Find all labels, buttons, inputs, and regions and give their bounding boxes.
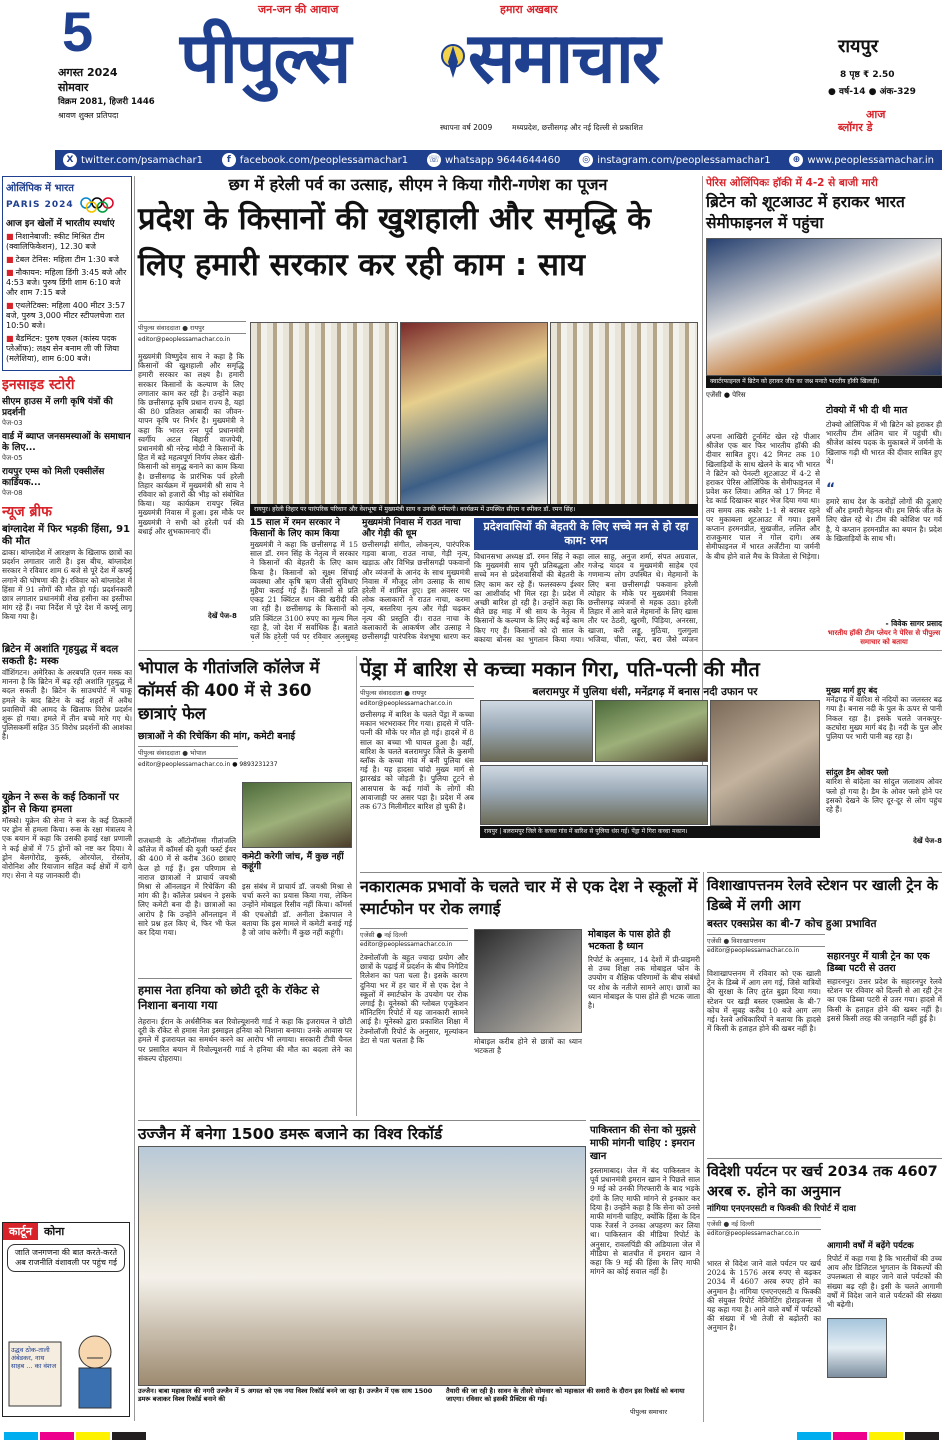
- facebook-icon: f: [222, 153, 236, 167]
- quote-icon: “: [826, 481, 836, 497]
- cartoon-bubble: जाति जनगणना की बात करते-करते अब राजनीति वंशावली पर पहुंच गई: [7, 1244, 125, 1272]
- inside-story-1[interactable]: [2, 397, 132, 428]
- smartphone-byline: एजेंसी ● नई दिल्ली: [360, 928, 468, 941]
- cmyk-swatch: [40, 1432, 74, 1440]
- globe-icon: ⊕: [789, 153, 803, 167]
- tourism-story: [707, 1158, 942, 1418]
- lead-sub1-title: 15 साल में रमन सरकार ने किसानों के लिए काम किया: [250, 518, 340, 539]
- lead-byline: [138, 321, 246, 334]
- pakistan-headline: पाकिस्तान की सेना को मुझसे माफी मांगनी चाहिए : इमरान खान: [590, 1125, 696, 1162]
- brief-text: मॉस्को। यूक्रेन की सेना ने रूस के कई ठिकानों पर ड्रोन से हमला किया। रूस के रक्षा मंत्रालय ने एक बयान में कहा कि उसकी हवाई रक्षा प्रणाली ने कई क्षेत्रों में 75 ड्रोनों को नष्ट कर दिया। ये ड्रोन बेलगोरोड, कुर्स्क, ओरयोल, रोस्तोव, वोरोनिश और रियाजान सहित कई क्षेत्रों में दागे गए। सेना ने यह जानकारी दी।: [2, 816, 132, 881]
- volume-issue: ● वर्ष-14 ● अंक-329: [828, 87, 916, 97]
- bhopal-phone: editor@peoplessamachar.co.in ● 9893231237: [138, 761, 278, 768]
- instagram-link[interactable]: ◎ instagram.com/peoplessamachar1: [579, 153, 770, 167]
- lead-photo-3: [550, 322, 698, 512]
- olympics-event-5: ■ बैडमिंटन: पुरुष एकल (कांस्य पदक प्लेऑफ): लक्ष्य सेन बनाम ली जी जिया (मलेशिया), शाम 6:00 बजे।: [6, 334, 128, 364]
- tourism-byline: एजेंसी ● नई दिल्ली: [707, 1217, 821, 1230]
- visakh-subhead: बस्तर एक्सप्रेस का बी-7 कोच हुआ प्रभावित: [707, 918, 877, 930]
- smartphone-side-title: मोबाइल के पास होते ही भटकता है ध्यान: [588, 929, 671, 952]
- sports-quote-by: - विवेक सागर प्रसाद: [885, 619, 942, 628]
- pendra-photo-4: [710, 700, 820, 826]
- tourism-subhead: नांगिया एनएनएसटी व फिक्की की रिपोर्ट में दावा: [707, 1204, 856, 1214]
- smartphone-side-body: रिपोर्ट के अनुसार, 14 देशों में प्री-प्राइमरी से उच्च शिक्षा तक मोबाइल फोन के उपयोग व शैक्षिक परिणामों के बीच संबंधों पर शोध के नतीजे सामने आए। छात्रों का ध्यान मोबाइल के पास होते ही भटक जाता है।: [588, 955, 700, 1011]
- smartphone-headline: नकारात्मक प्रभावों के चलते चार में से एक देश ने स्कूलों में स्मार्टफोन पर रोक लगाई: [360, 877, 698, 918]
- pendra-body-bottom: [480, 838, 820, 868]
- pages-price: 8 पृष्ठ ₹ 2.50: [840, 70, 895, 80]
- twitter-link[interactable]: X twitter.com/psamachar1: [63, 153, 203, 167]
- sports-body-right: टोक्यो ओलिंपिक में भी ब्रिटेन को हराकर ही भारतीय टीम अंतिम चार में पहुंची थी। श्रीजेश कांस्य पदक के मुकाबले में जर्मनी के खिलाफ गढ़ी थी भारत की दीवार साबित हुए थे।: [826, 420, 942, 466]
- lead-story: [138, 176, 698, 646]
- brief-item-3: [2, 792, 132, 936]
- olympics-box: [2, 176, 132, 371]
- cartoon-header: कार्टून: [3, 1223, 38, 1240]
- inside-story-page: पेज-08: [2, 489, 23, 497]
- sports-headline: ब्रिटेन को शूटआउट में हराकर भारत सेमीफाइनल में पहुंचा: [706, 193, 905, 232]
- inside-story-page: पेज-03: [2, 419, 23, 427]
- pakistan-story: [446, 1120, 700, 1418]
- pendra-side-body: मनेंद्रगढ़ में बारिश से नदियों का जलस्तर बढ़ गया है। बनास नदी के पुल के ऊपर से पानी निकल रहा है। इसके चलते जनकपुर-कटघोरा मुख्य मार्ग बंद है। नदी के पुल और पुलिया पर भारी पानी बह रहा है।: [826, 695, 942, 741]
- tourism-headline: विदेशी पर्यटन पर खर्च 2034 तक 4607 अरब रु. होने का अनुमान: [707, 1164, 938, 1200]
- lead-body: मुख्यमंत्री विष्णुदेव साय ने कहा है कि किसानों की खुशहाली और समृद्धि हमारी सरकार का लक्ष्य है। हमारी सरकार किसानों के कल्याण के लिए लगातार काम कर रही है। उन्होंने कहा कि छत्तीसगढ़ कृषि प्रधान राज्य है, यहां की 80 प्रतिशत आबादी का जीवन-यापन कृषि पर निर्भर है। मुख्यमंत्री ने कहा कि भारत रत्न पूर्व प्रधानमंत्री स्वर्गीय अटल बिहारी वाजपेयी, प्रधानमंत्री श्री नरेन्द्र मोदी ने किसानों के हित में बड़े महत्वपूर्ण निर्णय लेकर खेती-किसानी को समृद्ध बनाने का काम किया है। छत्तीसगढ़ के प्रारंभिक पर्व हरेली तिहार कार्यक्रम में मुख्यमंत्री श्री साय ने रविवार को हजारों की भीड़ को संबोधित किया। यह कार्यक्रम रायपुर स्थित मुख्यमंत्री निवास में हुआ। इस मौके पर मुख्यमंत्री ने सभी को हरेली पर्व की बधाई और शुभकामनाएं दीं।: [138, 352, 244, 536]
- lead-sub2-title: मुख्यमंत्री निवास में राउत नाचा और गेड़ी की धूम: [362, 518, 461, 539]
- lead-photo-caption: रायपुर। हरेली तिहार पर पारंपरिक परिधान और वेशभूषा में मुख्यमंत्री साय व उनकी धर्मपत्नी। कार्यक्रम में उपस्थित सीएम व स्पीकर डॉ. रमन सिंह।: [250, 504, 698, 516]
- olympics-event-3: ■ नौकायन: महिला डिंगी 3:45 बजे और 4:53 बजे। पुरुष डिंगी शाम 6:10 बजे और शाम 7:15 बजे: [6, 268, 128, 298]
- visakh-side-body: सहारनपुर। उत्तर प्रदेश के सहारनपुर रेलवे स्टेशन पर रविवार को दिल्ली से आ रही ट्रेन का एक डिब्बा पटरी से उतर गया। हादसे में किसी के हताहत होने की खबर नहीं है। इससे किसी तरह की जनहानि नहीं हुई है।: [827, 977, 942, 1023]
- news-brief-header: न्यूज ब्रीफ: [2, 504, 52, 520]
- bhopal-body: राजधानी के ऑटोनॉमस गीतांजलि कॉलेज में कॉमर्स की यूजी फर्स्ट ईयर की 400 में से करीब 360 छात्राएं फेल हो गई हैं। इस परिणाम से नाराज छात्राओं ने प्राचार्य जयश्री मिश्रा से ऑनलाइन में रिचेकिंग की मांग की है। कॉलेज प्रबंधन ने इसके लिए कमेटी बना दी है। छात्राओं का आरोप है कि उन्होंने ऑनलाइन में सारे प्रश्न हल किए थे, फिर भी फेल कर दिया गया।: [138, 836, 236, 938]
- tithi: श्रावण शुक्ल प्रतिपदा: [58, 111, 119, 120]
- cmyk-swatch: [797, 1432, 831, 1440]
- cartoon-sign: उद्धव ठोक-ताली अंबेडकर, नाथ साहब ... का वंशज: [11, 1346, 57, 1370]
- masthead: [0, 0, 945, 148]
- tourism-photo: [827, 1318, 887, 1378]
- sports-quote-box: [826, 478, 942, 647]
- pendra-photo-group: [480, 700, 708, 826]
- pendra-side-title-2: सांदुल डैम ओवर फ्लो: [826, 768, 889, 778]
- olympics-event-1: ■ निशानेबाजी: स्कीट मिश्रित टीम (क्वालिफिकेशन), 12.30 बजे: [6, 232, 128, 252]
- lead-photo-2: [400, 322, 548, 512]
- whatsapp-icon: ☏: [428, 155, 440, 165]
- tourism-sidebar: [827, 1241, 942, 1378]
- lead-byline-text: पीपुल्स संवाददाता ● रायपुर: [138, 324, 205, 332]
- pakistan-body: इस्लामाबाद। जेल में बंद पाकिस्तान के पूर्व प्रधानमंत्री इमरान खान ने पिछले साल 9 मई को उनकी गिरफ्तारी के बाद भड़के दंगों के लिए माफी मांगने से इनकार कर दिया है। उन्होंने कहा है कि सेना को उनसे माफी मांगनी चाहिए, क्योंकि हिंसा के दिन पाक रेंजर्स ने उनका अपहरण कर लिया था। पाकिस्तान की मीडिया रिपोर्ट के अनुसार, रावलपिंडी की अडियाला जेल में मीडिया से बातचीत में इमरान खान ने कहा कि 9 मई की हिंसा के लिए माफी मांगने का कोई सवाल नहीं है।: [590, 1166, 700, 1277]
- tagline-left: जन-जन की आवाज: [258, 3, 339, 16]
- visakh-sidebar: [827, 951, 942, 1127]
- tourism-body: भारत से विदेश जाने वाले पर्यटन पर खर्च 2024 के 1576 अरब रुपए से बढ़कर 2034 में 4607 अरब रुपए होने का अनुमान है। नांगिया एनएनएसटी व फिक्की की संयुक्त रिपोर्ट नेविगेटिंग होराइजन्स में यह कहा गया है। आने वाले वर्षों में पर्यटकों की संख्या में भी तेजी से बढ़ोतरी का अनुमान है।: [707, 1259, 821, 1333]
- visakh-body: विशाखापत्तनम में रविवार को एक खाली ट्रेन के डिब्बे में आग लग गई, जिसे यात्रियों की सुरक्षा के लिए तुरंत बुझा दिया गया। स्टेशन पर खड़ी बस्तर एक्सप्रेस के बी-7 कोच में सुबह करीब 10 बजे आग लग गई। रेलवे अधिकारियों ने बताया कि हादसे में किसी के हताहत होने की खबर नहीं है।: [707, 969, 821, 1034]
- paris-logo-text: PARIS 2024: [6, 200, 74, 210]
- brief-text: वॉशिंगटन। अमेरिका के अरबपति एलन मस्क का मानना है कि ब्रिटेन में बढ़ रही अशांति गृहयुद्ध में बदल सकती है। ब्रिटेन के साउथपोर्ट में चाकू हमले के बाद ब्रिटेन के कई शहरों में अवैध प्रवासियों की आमद के खिलाफ विरोध प्रदर्शन शुरू हो गया। हमले में तीन बच्चे मारे गए थे। पुलिसकर्मी सहित 35 विरोध प्रदर्शनों की आशंका है।: [2, 668, 132, 742]
- ujjain-photo: [138, 1146, 586, 1386]
- olympics-subheader: आज इन खेलों में भारतीय स्पर्धाएं: [6, 219, 115, 229]
- pendra-continued: देखें पेज-8: [913, 837, 942, 846]
- bhopal-byline: पीपुल्स संवाददाता ● भोपाल: [138, 746, 238, 759]
- publishing-regions: मध्यप्रदेश, छत्तीसगढ़ और नई दिल्ली से प्रकाशित: [512, 123, 643, 132]
- smartphone-photo-caption: मोबाइल करीब होने से छात्रों का ध्यान भटकता है: [474, 1037, 582, 1056]
- twitter-icon: X: [63, 153, 77, 167]
- whatsapp-link[interactable]: ☏ whatsapp 9644644460: [428, 154, 561, 166]
- cartoon-header-bar: [3, 1223, 129, 1240]
- tourism-side-body: रिपोर्ट में कहा गया है कि भारतीयों की उच्च आय और डिजिटल भुगतान के विकल्पों की उपलब्धता से बाहर जाने वाले पर्यटकों की संख्या बढ़ रही है। इसी के चलते आगामी वर्षों में विदेश जाने वाले पर्यटकों की संख्या भी बढ़ेगी।: [827, 1254, 942, 1310]
- lead-continued: देखें पेज-8: [208, 612, 237, 620]
- bhopal-story: [138, 656, 352, 976]
- pendra-email: editor@peoplessamachar.co.in: [360, 700, 453, 707]
- sports-quote: हमारे साथ देश के करोड़ों लोगों की दुआएं थीं और हमारी मेहनत थी। हम सिर्फ जीत के लिए खेल रहे थे। टीम की कोशिश पर गर्व है, ये कप्तान हरमनप्रीत का बयान है। प्रदेश के खिलाड़ियों के साथ भी।: [826, 497, 942, 543]
- brief-item-2: [2, 644, 132, 788]
- brief-item-1: [2, 524, 132, 640]
- cmyk-bar: [0, 1432, 945, 1442]
- pendra-side-body-2: बारिश से बांदेला का सांदुल जलाशय ओवर फ्लो हो गया है। डैम के ओवर फ्लो होने पर इसको देखने के लिए दूर-दूर से लोग पहुंच रहे हैं।: [826, 777, 942, 814]
- sports-kicker-row: [706, 176, 942, 190]
- social-strip: [55, 150, 942, 170]
- title-left: पीपुल्स: [180, 17, 350, 99]
- cmyk-swatch: [112, 1432, 146, 1440]
- samvat: विक्रम 2081, हिजरी 1446: [58, 97, 155, 107]
- lead-kicker: छग में हरेली पर्व का उत्साह, सीएम ने किया गौरी-गणेश का पूजन: [228, 175, 608, 194]
- inside-stories: [2, 375, 132, 498]
- paris-logo: [6, 197, 128, 213]
- smartphone-story: [360, 872, 700, 1116]
- sports-side-title: टोक्यो में भी दी थी मात: [826, 405, 908, 416]
- hamas-body: तेहरान। ईरान के अर्धसैनिक बल रिवोल्यूशनरी गार्ड ने कहा कि इजरायल ने छोटी दूरी के रॉकेट से हमास नेता इस्माइल हनिया को निशाना बनाया। उनके आवास पर हमले में इजरायल का समर्थन करने का आरोप भी लगाया। सरकारी टीवी चैनल पर प्रसारित बयान में रिवोल्यूशनरी गार्ड ने हनिया की मौत का बदला लेने का संकल्प दोहराया।: [138, 1017, 352, 1063]
- inside-story-page: पेज-05: [2, 454, 23, 462]
- pendra-body: छत्तीसगढ़ में बारिश के चलते पेंड्रा में कच्चा मकान भरभराकर गिर गया। हादसे में पति-पत्नी की मौके पर मौत हो गई। हादसे में 8 साल का बच्चा भी घायल हुआ है। वहीं, बारिश के चलते बलरामपुर जिले के कुसमी ब्लॉक के कच्चा गांव में बनी पुलिया धंस गई है। यह हादसा चांदो मुख्य मार्ग से झारखंड को जोड़ती है। पुलिया टूटने से आसपास के कई गांवों के लोगों की आवाजाही पर असर पड़ा है। प्रदेश में अब तक 673 मिलीमीटर बारिश हो चुकी है।: [360, 710, 474, 812]
- hamas-headline: हमास नेता हनिया को छोटी दूरी के रॉकेट से निशाना बनाया गया: [138, 983, 320, 1012]
- cartoon-drawing: [7, 1322, 127, 1412]
- pendra-side-title: मुख्य मार्ग हुए बंद: [826, 686, 878, 695]
- smartphone-sidebar: [588, 929, 700, 1105]
- facebook-link[interactable]: f facebook.com/peoplessamachar1: [222, 153, 408, 167]
- visakh-byline: एजेंसी ● विशाखापत्तनम: [707, 934, 825, 947]
- visakh-email: editor@peoplessamachar.co.in: [707, 947, 800, 954]
- inside-story-title: रायपुर एम्स को मिली एक्सीलेंस कार्डियक...: [2, 467, 105, 488]
- smartphone-photo: [474, 929, 582, 1033]
- title-right: समाचार: [468, 17, 659, 99]
- ujjain-headline: उज्जैन में बनेगा 1500 डमरू बजाने का विश्व रिकॉर्ड: [138, 1125, 443, 1143]
- smartphone-body: टेक्नोलॉजी के बहुत ज्यादा प्रयोग और छात्रों के पढ़ाई में प्रदर्शन के बीच निगेटिव रिलेशन का पता चला है। इसके कारण दुनिया भर में हर चार में से एक देश ने स्कूलों में स्मार्टफोन के उपयोग पर रोक लगाई है। यूनेस्को की ग्लोबल एजुकेशन मॉनिटरिंग रिपोर्ट में यह जानकारी सामने आई है। यूनेस्को द्वारा प्रकाशित शिक्षा में टेक्नोलॉजी रिपोर्ट के अनुसार, मूल्यांकन डेटा से पता चलता है कि: [360, 953, 468, 1045]
- olympics-event-4: ■ एथलेटिक्स: महिला 400 मीटर 3:57 बजे, पुरुष 3,000 मीटर स्टीपलचेजः रात 10:50 बजे।: [6, 301, 128, 331]
- brief-text: ढाका। बांग्लादेश में आरक्षण के खिलाफ छात्रों का प्रदर्शन लगातार जारी है। इस बीच, बांग्लादेश सरकार ने रविवार शाम 6 बजे से पूरे देश में कर्फ्यू लगाने की घोषणा की है। रविवार को बांग्लादेश में हिंसा में 91 लोगों की मौत हो गई। प्रदर्शनकारी छात्र लगातार प्रधानमंत्री शेख हसीना का इस्तीफा मांग रहे हैं। नया निर्देश में पूरे देश में कर्फ्यू लागू किया गया है।: [2, 548, 132, 622]
- pendra-caption: रायपुर | बलरामपुर जिले के कच्चा गांव में बारिश से पुलिया धंस गई। पेंड्रा में गिरा कच्चा मकान।: [480, 826, 820, 838]
- pen-nib-icon: [440, 42, 466, 82]
- blog-day-label: आज: [866, 108, 886, 121]
- founded: स्थापना वर्ष 2009: [440, 123, 493, 132]
- ujjain-caption-2: तैयारी की जा रही है। सावन के तीसरे सोमवार को महाकाल की सवारी के दौरान इस रिकॉर्ड को बनाया जाएगा। रविवार को इसकी प्रैक्टिस की गई।: [446, 1387, 685, 1403]
- tourism-side-title: आगामी वर्षों में बढ़ेंगे पर्यटक: [827, 1241, 914, 1251]
- cmyk-swatch: [869, 1432, 903, 1440]
- bhopal-headline: भोपाल के गीतांजलि कॉलेज में कॉमर्स की 400 में से 360 छात्राएं फेल: [138, 658, 320, 723]
- inside-story-3[interactable]: [2, 467, 132, 498]
- pendra-photo-3: [480, 765, 708, 825]
- sports-quote-note: भारतीय हॉकी टीम प्लेयर ने पेरिस से पीपुल्स समाचार को बताया: [827, 629, 941, 646]
- blog-day-title: ब्लॉगर डे: [838, 121, 873, 134]
- lead-sub1: [250, 518, 358, 642]
- visakh-side-title: सहारनपुर में यात्री ट्रेन का एक डिब्बा पटरी से उतरा: [827, 951, 930, 974]
- pendra-sidebar: [826, 686, 942, 846]
- lead-highlight-title: प्रदेशवासियों की बेहतरी के लिए सच्चे मन से हो रहा काम: रमन: [474, 518, 698, 550]
- city: रायपुर: [838, 36, 879, 57]
- olympics-header: ओलिंपिक में भारत: [6, 183, 74, 194]
- tourism-email: editor@peoplessamachar.co.in: [707, 1230, 800, 1237]
- cartoon-header-right: कोना: [43, 1225, 65, 1238]
- lead-photo-1: [250, 322, 398, 512]
- sports-body-left: अपना आखिरी टूर्नामेंट खेल रहे पीआर श्रीजेश एक बार फिर भारतीय हॉकी की दीवार साबित हुए। 42 मिनट तक 10 खिलाड़ियों के साथ खेलने के बाद भी भारत ने ब्रिटेन को पेनल्टी शूटआउट में 4-2 से हराकर पेरिस ओलिंपिक के सेमीफाइनल में प्रवेश कर लिया। अमित को 17 मिनट में रेड कार्ड दिखाकर बाहर भेज दिया गया था। तय समय तक स्कोर 1-1 से बराबर रहने पर मुकाबला शूटआउट में गया। इसमें कप्तान हरमनप्रीत, सुखजीत, ललित और राजकुमार पाल ने गोल दागे। अब सेमीफाइनल में भारत अर्जेंटीना या जर्मनी के बीच होने वाले मैच के विजेता से भिड़ेगा।: [706, 432, 820, 561]
- sports-kicker-rest: हॉकी में 4-2 से बाजी मारी: [772, 177, 878, 189]
- lead-sub2-body: छत्तीसगढ़ी संगीत, लोकनृत्य, पारंपरिक गड़वा बाजा, राउत नाचा, गेड़ी नृत्य, खड़ाऊ और विभिन्न छत्तीसगढ़ी पकवानों और व्यंजनों के आनंद के साथ मुख्यमंत्री निवास में मौजूद लोग उत्साह के साथ हरेली में शामिल हुए। इस अवसर पर लोक कलाकारों ने राउत नाचा, करमा नृत्य, बस्तरिया नृत्य और गेड़ी चढ़कर नृत्य की प्रस्तुति दी। राउत नाचा के कलाकारों के आकर्षण और उत्साह ने छत्तीसगढ़ी पारंपरिक वेशभूषा धारण कर: [362, 540, 470, 642]
- website-link[interactable]: ⊕ www.peoplessamachar.in: [789, 153, 934, 167]
- inside-story-2[interactable]: [2, 432, 132, 463]
- lead-photo-group: [250, 322, 698, 512]
- cmyk-swatch: [76, 1432, 110, 1440]
- sports-story: [706, 176, 942, 656]
- lead-highlight-body-2: लाल साहू, अनुज शर्मा, संपत अग्रवाल, गजेन्द्र यादव व मुख्यमंत्री साहेब एवं गणमान्य लोग उपस्थित थे। मेहमानों के लिए बना छत्तीसगढ़ी पकवानः हरेली त्योहार के मौके पर मुख्यमंत्री निवास छत्तीसगढ़ व्यंजनों से महक उठा। हरेली तिहार में आने वाले मेहमानों के लिए खास तौर पर ठेठरी, खुरमी, पिड़िया, अनरसा, खाजा, करी लड्डू, मुठिया, गुलगुला भजिया, चीला, फरा, बरा जैसे व्यंजन: [588, 552, 698, 644]
- brief-title: ब्रिटेन में अशांति गृहयुद्ध में बदल सकती है: मस्क: [2, 644, 119, 667]
- bhopal-photo: [242, 782, 352, 848]
- smartphone-email: editor@peoplessamachar.co.in: [360, 941, 453, 948]
- pendra-headline: पेंड्रा में बारिश से कच्चा मकान गिरा, पति-पत्नी की मौत: [360, 657, 760, 681]
- ujjain-caption: उज्जैन। बाबा महाकाल की नगरी उज्जैन में 5 अगस्त को एक नया विश्व रिकॉर्ड बनने जा रहा है। उज्जैन में एक साथ 1500 डमरू बजाकर विश्व रिकॉर्ड बनाने की: [138, 1387, 433, 1403]
- inside-stories-header: इनसाइड स्टोरी: [2, 377, 75, 393]
- sports-photo: [706, 238, 942, 376]
- sports-caption: क्वार्टरफाइनल में ब्रिटेन को हराकर जीत का जश्न मनाते भारतीय हॉकी खिलाड़ी।: [706, 376, 942, 388]
- pendra-photo-1: [480, 700, 593, 762]
- tagline-right: हमारा अखबार: [500, 3, 558, 16]
- instagram-icon: ◎: [579, 153, 593, 167]
- lead-highlight-body-1: विधानसभा अध्यक्ष डॉ. रमन सिंह ने कहा कि मुख्यमंत्री साय पूरी प्रतिबद्धता और सच्चे मन से प्रदेशवासियों की बेहतरी के लिए काम कर रहे हैं। फलस्वरूप ईश्वर का आशीर्वाद भी मिल रहा है। प्रदेश में अच्छी बारिश हो रही है। उन्होंने कहा कि बीते छह माह में श्री साय के नेतृत्व में किसानों के कल्याण के लिए कई बड़े काम किए गए हैं। किसानों को दो साल के बकाया बोनस का भुगतान किया गया।: [474, 552, 584, 644]
- lead-sub2: [362, 518, 470, 642]
- date-day: 5: [62, 0, 94, 63]
- news-brief: [2, 502, 132, 936]
- cmyk-swatch: [4, 1432, 38, 1440]
- lead-headline: प्रदेश के किसानों की खुशहाली और समृद्धि के लिए हमारी सरकार कर रही काम : साय: [138, 201, 651, 284]
- cmyk-swatch: [905, 1432, 939, 1440]
- lead-email: editor@peoplessamachar.co.in: [138, 336, 231, 343]
- pendra-photo-title: बलरामपुर में पुलिया धंसी, मनेंद्रगढ़ में बनास नदी उफान पर: [532, 686, 758, 698]
- ujjain-story: [138, 1120, 586, 1418]
- bhopal-body-2: इस संबंध में प्राचार्य डॉ. जयश्री मिश्रा से चर्चा करने का प्रयास किया गया, लेकिन उन्होंने मोबाइल रिसीव नहीं किया। कॉमर्स की एचओडी डॉ. अनीता डेकापाल ने बताया कि इस मामले में कमेटी बनाई गई है जो जांच करेगी। मैं कुछ नहीं कहूंगी।: [242, 882, 352, 938]
- hamas-story: [138, 978, 352, 1118]
- visakh-story: [707, 872, 942, 1152]
- cmyk-swatch: [833, 1432, 867, 1440]
- olympics-event-2: ■ टेबल टेनिस: महिला टीम 1:30 बजे: [6, 255, 128, 265]
- pendra-photo-2: [595, 700, 708, 762]
- ujjain-credit: पीपुल्स समाचार: [630, 1408, 667, 1416]
- inside-story-title: सीएम हाउस में लगी कृषि यंत्रों की प्रदर्शनी: [2, 397, 113, 418]
- brief-title: बांग्लादेश में फिर भड़की हिंसा, 91 की मौत: [2, 524, 130, 547]
- brief-title: यूक्रेन ने रूस के कई ठिकानों पर ड्रोन से किया हमला: [2, 792, 119, 815]
- weekday: सोमवार: [58, 81, 89, 94]
- visakh-headline: विशाखापत्तनम रेलवे स्टेशन पर खाली ट्रेन के डिब्बे में लगी आग: [707, 878, 938, 914]
- cartoon-box: [2, 1222, 130, 1417]
- pendra-story: [360, 656, 942, 868]
- inside-story-title: वार्ड में ब्याप्त जनसमस्याओं के समाधान के लिए...: [2, 432, 131, 453]
- bhopal-photo-caption: कमेटी करेगी जांच, मैं कुछ नहीं कहूंगी: [242, 852, 344, 873]
- date-month-year: अगस्त 2024: [58, 66, 118, 79]
- pendra-byline: पीपुल्स संवाददाता ● रायपुर: [360, 686, 474, 699]
- sports-kicker: पेरिस ओलिंपिकः: [706, 177, 770, 189]
- bhopal-subhead: छात्राओं ने की रिचेकिंग की मांग, कमेटी बनाई: [138, 731, 296, 742]
- olympic-rings-icon: [80, 197, 114, 213]
- lead-sub1-body: मुख्यमंत्री ने कहा कि छत्तीसगढ़ में 15 साल डॉ. रमन सिंह के नेतृत्व में सरकार ने किसानों की बेहतरी के लिए काम किया है। किसानों को सूक्ष्म सिंचाई व्यवस्था और कृषि ऋण जैसी सुविधाएं मुहैया कराई गई हैं। किसानों से प्रति एकड़ 21 क्विंटल धान की खरीदी की जा रही है। छत्तीसगढ़ के किसानों को प्रति क्विंटल 3100 रुपए का मूल्य मिल रहा है, जो देश में सर्वाधिक है। बताते चलें कि हरेली पर्व पर रविवार अलसुबह: [250, 540, 358, 642]
- sports-byline: एजेंसी ● पेरिस: [706, 391, 746, 399]
- lead-highlight-box: [474, 518, 698, 644]
